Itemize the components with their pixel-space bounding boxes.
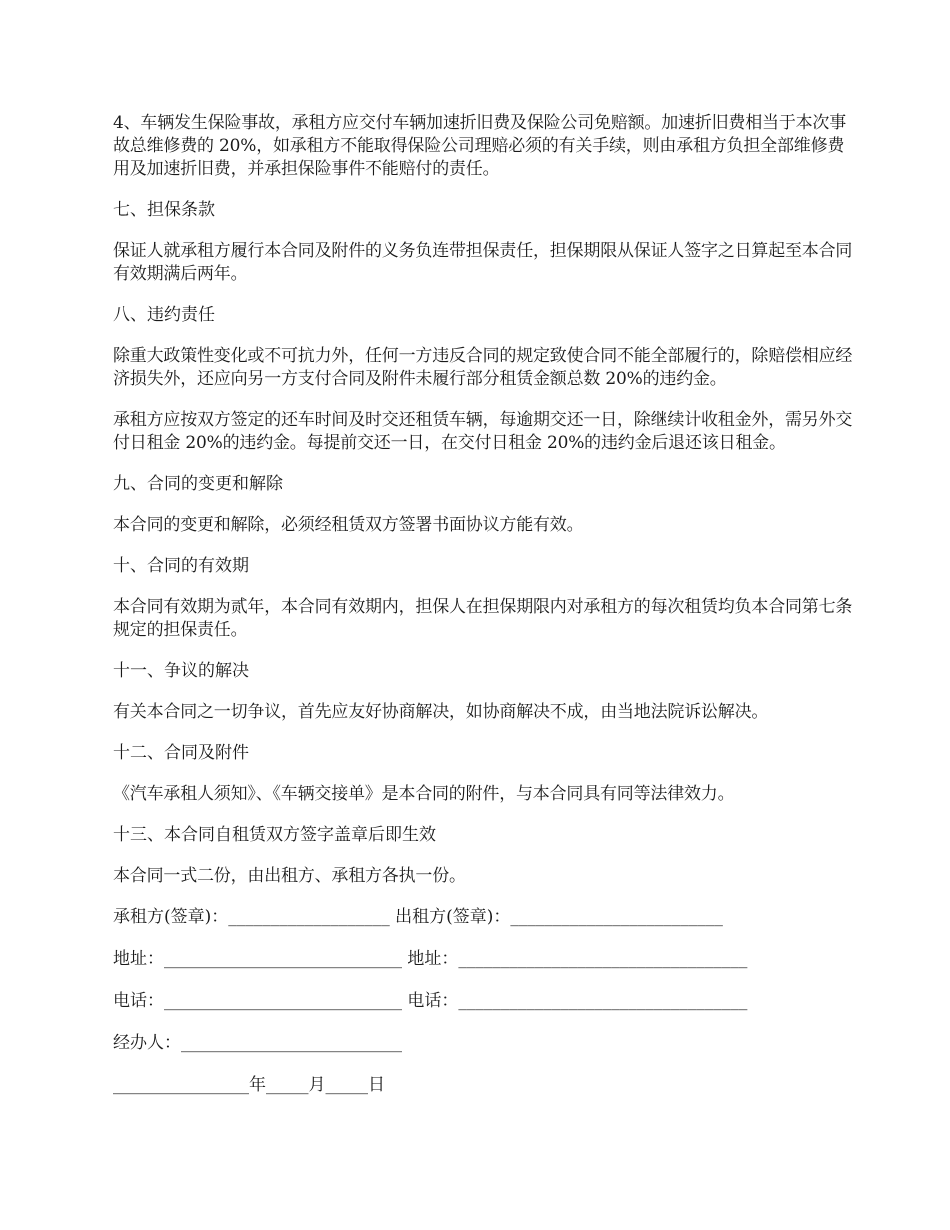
heading-validity: 十、合同的有效期 <box>113 556 249 576</box>
paragraph-guarantee: 保证人就承租方履行本合同及附件的义务负连带担保责任，担保期限从保证人签字之日算起至本合同有效期满后两年。 <box>113 241 853 284</box>
heading-dispute: 十一、争议的解决 <box>113 661 249 681</box>
paragraph-breach-2: 承租方应按双方签定的还车时间及时交还租赁车辆，每逾期交还一日，除继续计收租金外，需另外交付日租金 20%的违约金。每提前交还一日，在交付日租金 20%的违约金后退还该日租金。 <box>113 410 853 453</box>
heading-effective: 十三、本合同自租赁双方签字盖章后即生效 <box>113 825 436 845</box>
heading-attachments: 十二、合同及附件 <box>113 743 249 763</box>
signature-line-address: 地址：____________________________ 地址：__________________________________ <box>113 949 748 969</box>
signature-line-date: ________________年_____月_____日 <box>113 1075 385 1095</box>
document-page <box>113 112 853 1116</box>
heading-guarantee-clause: 七、担保条款 <box>113 200 215 220</box>
paragraph-change-termination: 本合同的变更和解除，必须经租赁双方签署书面协议方能有效。 <box>113 515 584 535</box>
paragraph-attachments: 《汽车承租人须知》、《车辆交接单》是本合同的附件，与本合同具有同等法律效力。 <box>113 784 735 804</box>
signature-line-agent: 经办人：__________________________ <box>113 1033 402 1053</box>
paragraph-dispute: 有关本合同之一切争议，首先应友好协商解决，如协商解决不成，由当地法院诉讼解决。 <box>113 702 769 722</box>
heading-breach-liability: 八、违约责任 <box>113 305 215 325</box>
paragraph-validity: 本合同有效期为贰年，本合同有效期内，担保人在担保期限内对承租方的每次租赁均负本合同第七条规定的担保责任。 <box>113 597 853 640</box>
signature-line-phone: 电话：____________________________ 电话：__________________________________ <box>113 991 748 1011</box>
paragraph-clause-4: 4、车辆发生保险事故，承租方应交付车辆加速折旧费及保险公司免赔额。加速折旧费相当于本次事故总维修费的 20%，如承租方不能取得保险公司理赔必须的有关手续，则由承租方负担全部维修费用及加速折旧费，并承担保险事件不能赔付的责任。 <box>113 113 847 179</box>
paragraph-breach-1: 除重大政策性变化或不可抗力外，任何一方违反合同的规定致使合同不能全部履行的，除赔偿相应经济损失外，还应向另一方支付合同及附件未履行部分租赁金额总数 20%的违约金。 <box>113 346 853 389</box>
paragraph-copies: 本合同一式二份，由出租方、承租方各执一份。 <box>113 866 466 886</box>
signature-line-parties: 承租方(签章)：___________________ 出租方(签章)：_________________________ <box>113 907 723 927</box>
heading-change-termination: 九、合同的变更和解除 <box>113 474 283 494</box>
